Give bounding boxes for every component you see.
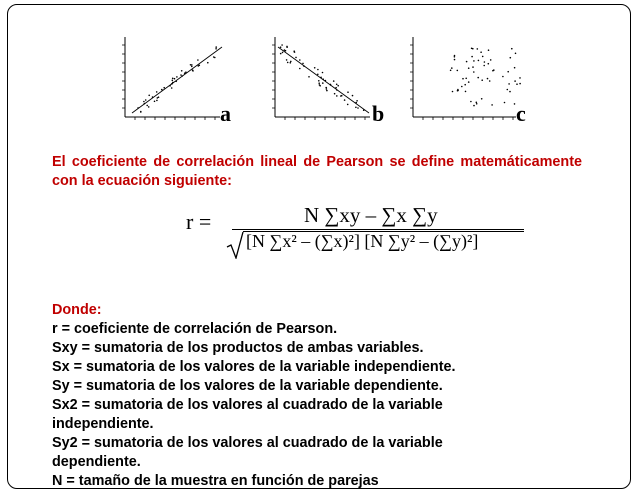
scatter-point bbox=[507, 89, 509, 91]
scatter-point bbox=[347, 91, 349, 93]
scatter-point bbox=[481, 98, 483, 100]
scatter-point bbox=[464, 84, 466, 86]
scatter-point bbox=[317, 74, 319, 76]
scatter-point bbox=[465, 91, 467, 93]
scatter-point bbox=[514, 67, 516, 69]
definition-line: Sxy = sumatoria de los productos de ambas variables. bbox=[52, 340, 424, 356]
scatter-point bbox=[215, 48, 217, 50]
scatter-point bbox=[454, 55, 456, 57]
scatter-point bbox=[478, 60, 480, 62]
scatter-point bbox=[473, 60, 475, 62]
scatter-point bbox=[509, 91, 511, 93]
scatter-point bbox=[334, 93, 336, 95]
scatter-point bbox=[330, 84, 332, 86]
scatter-point bbox=[337, 85, 339, 87]
scatter-point bbox=[515, 53, 517, 55]
scatter-point bbox=[472, 66, 474, 68]
scatter-point bbox=[174, 78, 176, 80]
scatter-point bbox=[487, 78, 489, 80]
scatter-point bbox=[466, 61, 468, 63]
scatter-point bbox=[482, 56, 484, 58]
formula-lhs: r = bbox=[186, 209, 212, 234]
scatter-point bbox=[473, 71, 475, 73]
scatter-point bbox=[144, 103, 146, 105]
scatter-point bbox=[281, 44, 283, 46]
scatter-point bbox=[163, 87, 165, 89]
scatter-point bbox=[480, 51, 482, 53]
scatter-point bbox=[363, 109, 365, 111]
plot-c-points bbox=[450, 48, 521, 107]
scatter-point bbox=[468, 81, 470, 83]
scatter-point bbox=[295, 57, 297, 59]
scatter-point bbox=[336, 95, 338, 97]
scatter-point bbox=[357, 107, 359, 109]
definitions-heading: Donde: bbox=[52, 302, 102, 318]
scatter-point bbox=[514, 80, 516, 82]
scatter-point bbox=[146, 105, 148, 107]
scatter-point bbox=[488, 63, 490, 65]
scatter-point bbox=[462, 78, 464, 80]
plot-c-ticks bbox=[410, 45, 513, 120]
scatter-point bbox=[326, 90, 328, 92]
slide bbox=[7, 4, 631, 489]
scatter-point bbox=[280, 53, 282, 55]
scatter-point bbox=[344, 99, 346, 101]
scatter-point bbox=[207, 62, 209, 64]
formula-denominator: [N ∑x² – (∑x)²] [N ∑y² – (∑y)²] bbox=[246, 231, 479, 251]
correlation-plots bbox=[8, 5, 631, 135]
definition-line: independiente. bbox=[52, 416, 154, 432]
scatter-point bbox=[452, 91, 454, 93]
scatter-point bbox=[287, 62, 289, 64]
scatter-point bbox=[293, 50, 295, 52]
scatter-point bbox=[169, 85, 171, 87]
scatter-point bbox=[477, 77, 479, 79]
scatter-point bbox=[154, 101, 156, 103]
scatter-point bbox=[476, 103, 478, 105]
scatter-point bbox=[148, 95, 150, 97]
scatter-point bbox=[335, 87, 337, 89]
scatter-point bbox=[491, 104, 493, 106]
scatter-point bbox=[511, 48, 513, 50]
scatter-point bbox=[175, 81, 177, 83]
scatter-point bbox=[322, 78, 324, 80]
plot-a-label: a bbox=[220, 101, 231, 126]
definitions-block bbox=[52, 301, 612, 489]
scatter-point bbox=[176, 76, 178, 78]
scatter-point bbox=[308, 76, 310, 78]
definition-line: r = coeficiente de correlación de Pearson. bbox=[52, 321, 338, 337]
definition-line: Sx = sumatoria de los valores de la variable independiente. bbox=[52, 359, 456, 375]
scatter-point bbox=[450, 70, 452, 72]
scatter-point bbox=[336, 89, 338, 91]
scatter-point bbox=[299, 59, 301, 61]
scatter-point bbox=[484, 61, 486, 63]
scatter-point bbox=[185, 71, 187, 73]
scatter-point bbox=[290, 61, 292, 63]
scatter-point bbox=[483, 65, 485, 67]
scatter-point bbox=[191, 66, 193, 68]
plot-b-trend-line bbox=[278, 47, 369, 113]
scatter-point bbox=[468, 67, 470, 69]
scatter-point bbox=[280, 46, 282, 48]
scatter-point bbox=[180, 74, 182, 76]
plot-a-trend-line bbox=[132, 47, 222, 113]
scatter-point bbox=[457, 70, 459, 72]
scatter-point bbox=[451, 67, 453, 69]
scatter-point bbox=[465, 78, 467, 80]
scatter-point bbox=[148, 106, 150, 108]
scatter-point bbox=[355, 107, 357, 109]
scatter-point bbox=[140, 111, 142, 113]
plots-svg bbox=[8, 5, 631, 135]
scatter-point bbox=[519, 83, 521, 85]
scatter-point bbox=[302, 63, 304, 65]
scatter-point bbox=[516, 83, 518, 85]
scatter-point bbox=[507, 71, 509, 73]
scatter-point bbox=[317, 69, 319, 71]
scatter-point bbox=[508, 83, 510, 85]
scatter-point bbox=[290, 62, 292, 64]
scatter-point bbox=[489, 80, 491, 82]
scatter-point bbox=[156, 91, 158, 93]
plot-c-label: c bbox=[516, 101, 526, 126]
scatter-point bbox=[314, 67, 316, 69]
scatter-point bbox=[347, 104, 349, 106]
square-root-icon bbox=[226, 231, 244, 259]
scatter-point bbox=[284, 49, 286, 51]
scatter-point bbox=[356, 100, 358, 102]
scatter-point bbox=[145, 99, 147, 101]
scatter-point bbox=[355, 102, 357, 104]
scatter-point bbox=[322, 72, 324, 74]
definition-line: dependiente. bbox=[52, 454, 141, 470]
scatter-point bbox=[137, 107, 139, 109]
definition-line: N = tamaño de la muestra en función de parejas bbox=[52, 473, 379, 489]
scatter-point bbox=[504, 102, 506, 104]
scatter-point bbox=[336, 84, 338, 86]
scatter-point bbox=[477, 48, 479, 50]
scatter-point bbox=[299, 68, 301, 70]
scatter-point bbox=[319, 85, 321, 87]
scatter-point bbox=[472, 48, 474, 50]
scatter-point bbox=[213, 56, 215, 58]
scatter-point bbox=[303, 65, 305, 67]
scatter-point bbox=[352, 95, 354, 97]
scatter-point bbox=[325, 80, 327, 82]
scatter-point bbox=[318, 80, 320, 82]
scatter-point bbox=[156, 100, 158, 102]
scatter-point bbox=[143, 101, 145, 103]
scatter-point bbox=[325, 87, 327, 89]
scatter-point bbox=[172, 82, 174, 84]
scatter-point bbox=[152, 96, 154, 98]
scatter-point bbox=[519, 77, 521, 79]
scatter-point bbox=[322, 82, 324, 84]
scatter-point bbox=[197, 59, 199, 61]
scatter-point bbox=[502, 76, 504, 78]
formula-numerator: N ∑xy – ∑x ∑y bbox=[304, 203, 438, 227]
scatter-point bbox=[481, 79, 483, 81]
pearson-formula bbox=[186, 201, 526, 265]
scatter-point bbox=[493, 69, 495, 71]
scatter-point bbox=[286, 59, 288, 61]
scatter-point bbox=[454, 59, 456, 61]
scatter-point bbox=[461, 86, 463, 88]
scatter-point bbox=[157, 97, 159, 99]
scatter-point bbox=[171, 87, 173, 89]
scatter-point bbox=[473, 105, 475, 107]
scatter-point bbox=[488, 49, 490, 51]
plot-b-label: b bbox=[372, 101, 385, 126]
scatter-point bbox=[326, 88, 328, 90]
scatter-point bbox=[510, 57, 512, 59]
definition-line: Sx2 = sumatoria de los valores al cuadrado de la variable bbox=[52, 397, 443, 413]
scatter-point bbox=[457, 89, 459, 91]
scatter-point bbox=[191, 64, 193, 66]
scatter-point bbox=[333, 80, 335, 82]
scatter-point bbox=[470, 101, 472, 103]
scatter-point bbox=[192, 70, 194, 72]
scatter-point bbox=[172, 80, 174, 82]
scatter-point bbox=[341, 95, 343, 97]
plot-a bbox=[122, 37, 231, 126]
scatter-point bbox=[198, 65, 200, 67]
plot-a-ticks bbox=[122, 45, 215, 120]
scatter-point bbox=[286, 46, 288, 48]
definition-line: Sy = sumatoria de los valores de la variable dependiente. bbox=[52, 378, 443, 394]
plot-c bbox=[410, 37, 526, 126]
fraction-bar bbox=[232, 229, 524, 230]
scatter-point bbox=[215, 46, 217, 48]
scatter-point bbox=[476, 102, 478, 104]
scatter-point bbox=[161, 89, 163, 91]
scatter-point bbox=[318, 82, 320, 84]
intro-text: El coeficiente de correlación lineal de Pearson se define matemáticamente con la ecuación siguiente: bbox=[52, 154, 582, 189]
plot-b-ticks bbox=[272, 45, 365, 120]
scatter-point bbox=[490, 59, 492, 61]
scatter-point bbox=[471, 56, 473, 58]
definition-line: Sy2 = sumatoria de los valores al cuadrado de la variable bbox=[52, 435, 443, 451]
scatter-point bbox=[171, 83, 173, 85]
scatter-point bbox=[181, 70, 183, 72]
plot-b bbox=[272, 37, 384, 126]
scatter-point bbox=[172, 78, 174, 80]
scatter-point bbox=[320, 77, 322, 79]
scatter-point bbox=[282, 52, 284, 54]
